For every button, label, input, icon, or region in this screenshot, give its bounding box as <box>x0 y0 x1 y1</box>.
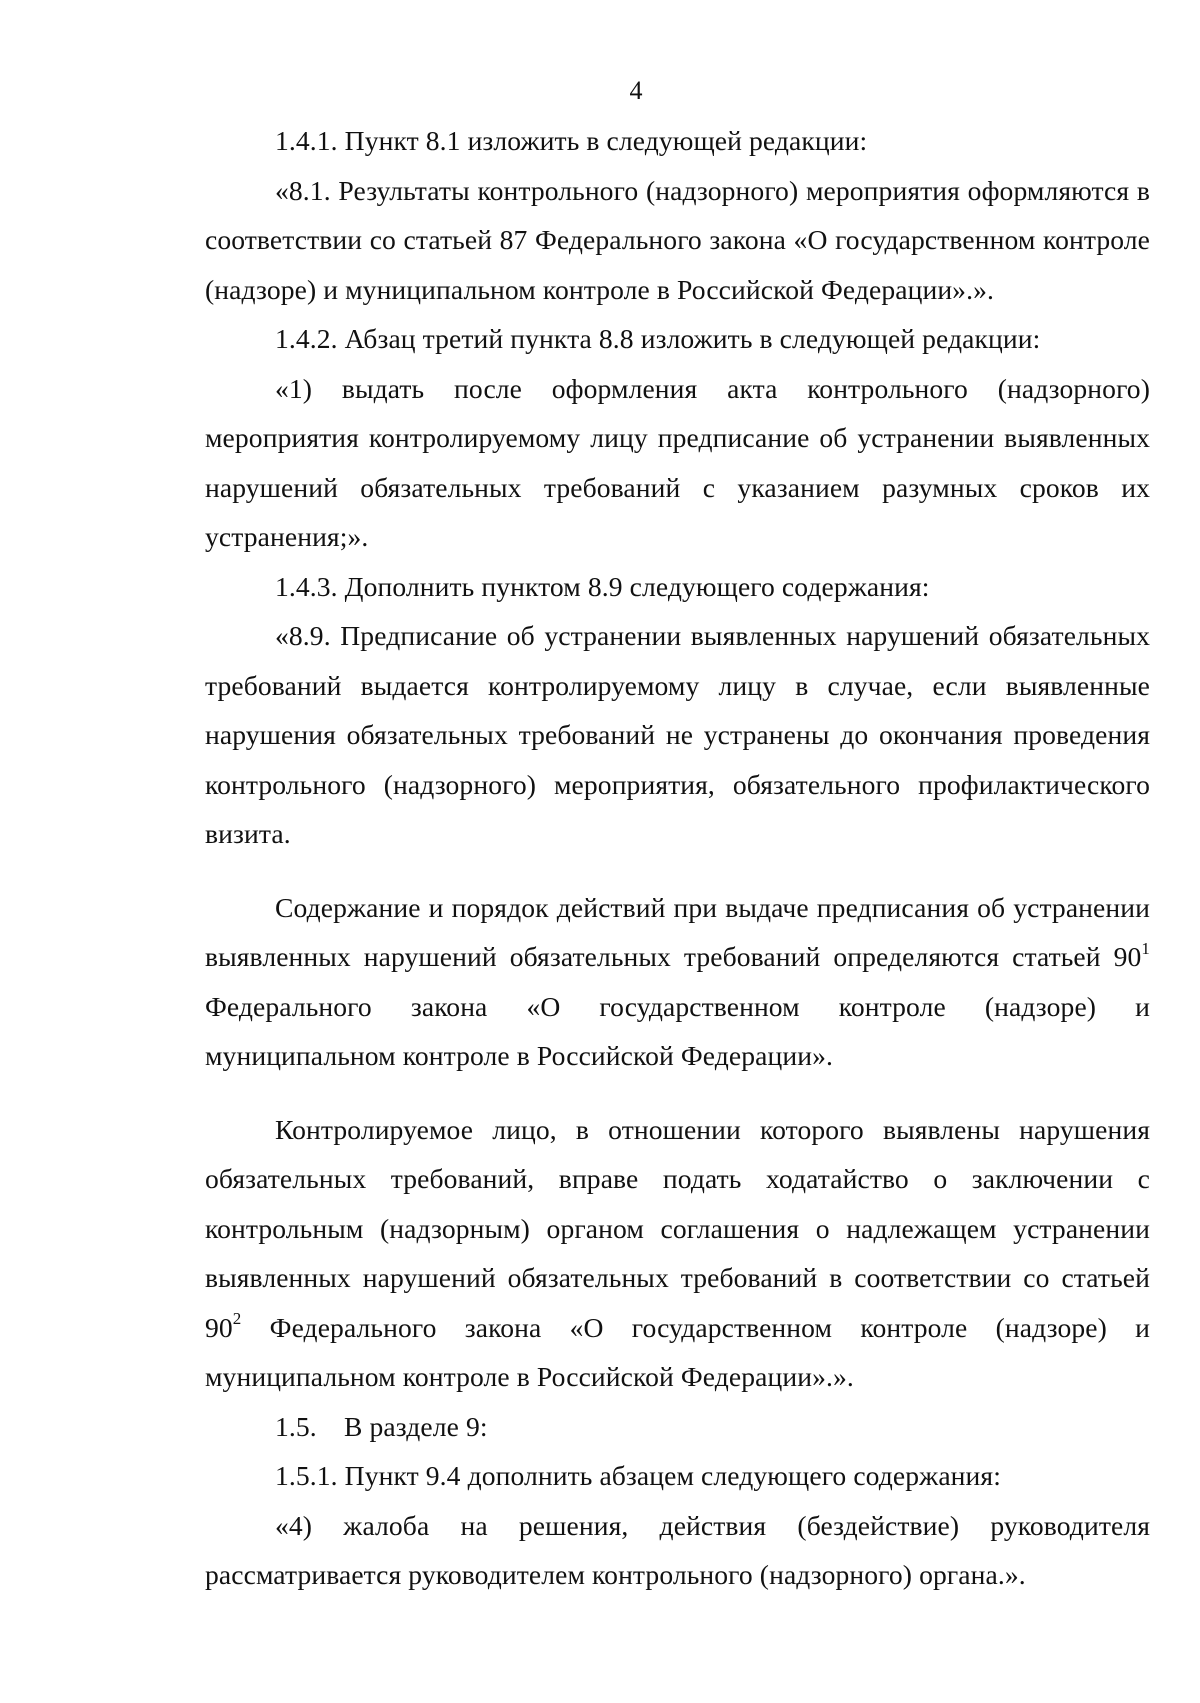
paragraph-text: Содержание и порядок действий при выдаче предписания об устранении выявленных нарушений обязательных требований определяются статьей 90 <box>205 891 1150 972</box>
paragraph-1-5-1: 1.5.1. Пункт 9.4 дополнить абзацем следующего содержания: <box>275 1460 1001 1491</box>
paragraph-quote-8-9: «8.9. Предписание об устранении выявленных нарушений обязательных требований выдается контролируемому лицу в случае, если выявленные нарушения обязательных требований не устранены до окончания проведения контрольного (надзорного) мероприятия, обязательного профилактического визита. <box>205 620 1150 849</box>
paragraph-quote-item-4: «4) жалоба на решения, действия (бездействие) руководителя рассматривается руководителем контрольного (надзорного) органа.». <box>205 1509 1150 1590</box>
paragraph-1-4-2: 1.4.2. Абзац третий пункта 8.8 изложить в следующей редакции: <box>275 323 1041 354</box>
paragraph-text: Федерального закона «О государственном контроле (надзоре) и муниципальном контроле в Российской Федерации». <box>205 990 1150 1071</box>
paragraph-text: Контролируемое лицо, в отношении которого выявлены нарушения обязательных требований, вправе подать ходатайство о заключении с контрольным (надзорным) органом соглашения о надлежащем устранении выявленных нарушений обязательных требований в соответствии со статьей 90 <box>205 1113 1150 1343</box>
paragraph-controlled-person <box>205 1105 1150 1402</box>
paragraph-order-of-actions <box>205 883 1150 1081</box>
paragraph-1-5 <box>205 1402 1150 1452</box>
paragraph-text: Федерального закона «О государственном контроле (надзоре) и муниципальном контроле в Российской Федерации».». <box>205 1311 1150 1392</box>
paragraph-quote-8-1: «8.1. Результаты контрольного (надзорного) мероприятия оформляются в соответствии со статьей 87 Федерального закона «О государственном контроле (надзоре) и муниципальном контроле в Российской Федерации».». <box>205 174 1150 305</box>
section-number: 1.5. <box>275 1410 317 1442</box>
page-number: 4 <box>629 76 643 105</box>
paragraph-quote-item-1: «1) выдать после оформления акта контрольного (надзорного) мероприятия контролируемому лицу предписание об устранении выявленных нарушений обязательных требований с указанием разумных сроков их устранения;». <box>205 372 1150 552</box>
paragraph-1-4-3: 1.4.3. Дополнить пунктом 8.9 следующего содержания: <box>275 570 930 602</box>
superscript-index: 2 <box>232 1309 242 1329</box>
section-text: В разделе 9: <box>344 1410 488 1442</box>
paragraph-1-4-1: 1.4.1. Пункт 8.1 изложить в следующей редакции: <box>275 125 868 156</box>
document-body <box>205 116 1150 1600</box>
superscript-index: 1 <box>1141 938 1150 958</box>
